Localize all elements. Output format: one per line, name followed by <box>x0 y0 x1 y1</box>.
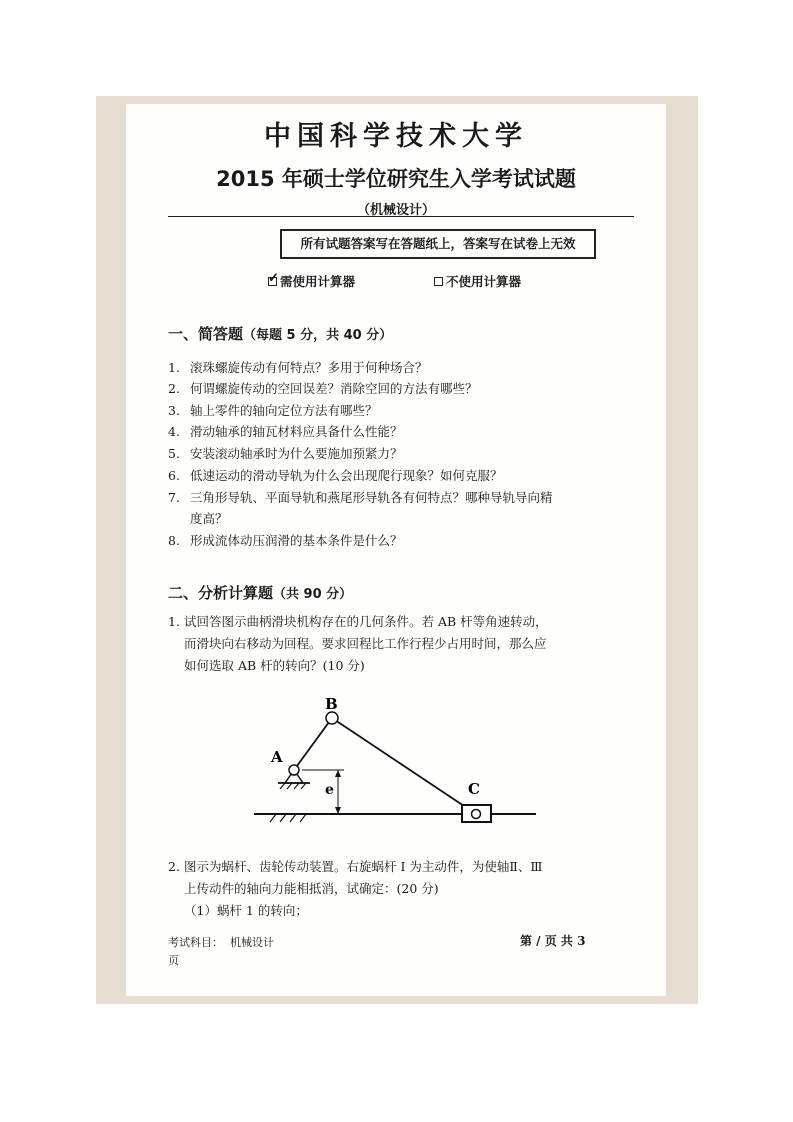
calculator-not-required-label: 不使用计算器 <box>446 274 522 289</box>
section2-points: （共 90 分） <box>273 587 353 602</box>
arrow-up-icon <box>335 770 341 777</box>
list-item: 7. 三角形导轨、平面导轨和燕尾形导轨各有何特点？哪种导轨导向精 <box>168 490 553 505</box>
list-item: 6. 低速运动的滑动导轨为什么会出现爬行现象？如何克服？ <box>168 468 503 483</box>
exam-title: 2015 年硕士学位研究生入学考试试题 <box>216 167 576 191</box>
calculator-required-label: 需使用计算器 <box>280 274 356 289</box>
arrow-down-icon <box>335 807 341 814</box>
section2-title: 二、分析计算题 <box>168 584 274 602</box>
joint-a <box>289 765 299 775</box>
joint-c <box>472 810 481 819</box>
section1-title: 一、简答题 <box>168 325 244 343</box>
list-item: 4. 滑动轴承的轴瓦材料应具备什么性能？ <box>168 424 403 439</box>
answer-notice-text: 所有试题答案写在答题纸上，答案写在试卷上无效 <box>300 236 576 251</box>
section2-heading <box>168 582 352 603</box>
exam-subject: （机械设计） <box>356 203 435 218</box>
footer-subject: 考试科目： 机械设计 <box>168 936 274 949</box>
label-a: A <box>271 748 283 766</box>
answer-notice-box <box>280 229 596 259</box>
calculator-required-option <box>268 272 355 290</box>
slider-crank-figure <box>240 690 550 835</box>
checkbox-empty-icon <box>434 277 443 286</box>
list-item: 1. 滚珠螺旋传动有何特点？多用于何种场合？ <box>168 360 428 375</box>
list-item: 3. 轴上零件的轴向定位方法有哪些？ <box>168 403 378 418</box>
question-2-2: 2. 图示为蜗杆、齿轮传动装置。右旋蜗杆 I 为主动件，为使轴Ⅱ、Ⅲ 上传动件的轴向力能相抵消，试确定：(20 分) （1）蜗杆 1 的转向； <box>168 859 543 918</box>
list-item: 度高？ <box>190 511 228 526</box>
crank-ab <box>294 718 332 770</box>
footer-page-number: 第 / 页 共 3 <box>520 934 586 948</box>
label-c: C <box>468 780 480 798</box>
university-name: 中国科学技术大学 <box>264 121 528 152</box>
pivot-hatch <box>280 783 306 789</box>
ground-hatch <box>270 814 306 822</box>
calculator-not-required-option <box>434 272 521 290</box>
checkbox-checked-icon <box>268 277 277 286</box>
title-divider <box>168 216 634 217</box>
connecting-rod-bc <box>332 718 476 814</box>
list-item: 2. 何谓螺旋传动的空回误差？消除空回的方法有哪些？ <box>168 381 478 396</box>
question-2-1: 1. 试回答图示曲柄滑块机构存在的几何条件。若 AB 杆等角速转动， 而滑块向右移动为回程。要求回程比工作行程少占用时间，那么应 如何选取 AB 杆的转向？(10 分) <box>168 614 548 673</box>
joint-b <box>326 712 338 724</box>
section1-points: （每题 5 分，共 40 分） <box>243 328 393 343</box>
label-b: B <box>325 695 338 713</box>
footer-page-suffix: 页 <box>168 954 179 967</box>
list-item: 5. 安装滚动轴承时为什么要施加预紧力？ <box>168 446 403 461</box>
section1-heading <box>168 323 392 344</box>
label-e: e <box>325 782 334 798</box>
list-item: 8. 形成流体动压润滑的基本条件是什么？ <box>168 533 403 548</box>
